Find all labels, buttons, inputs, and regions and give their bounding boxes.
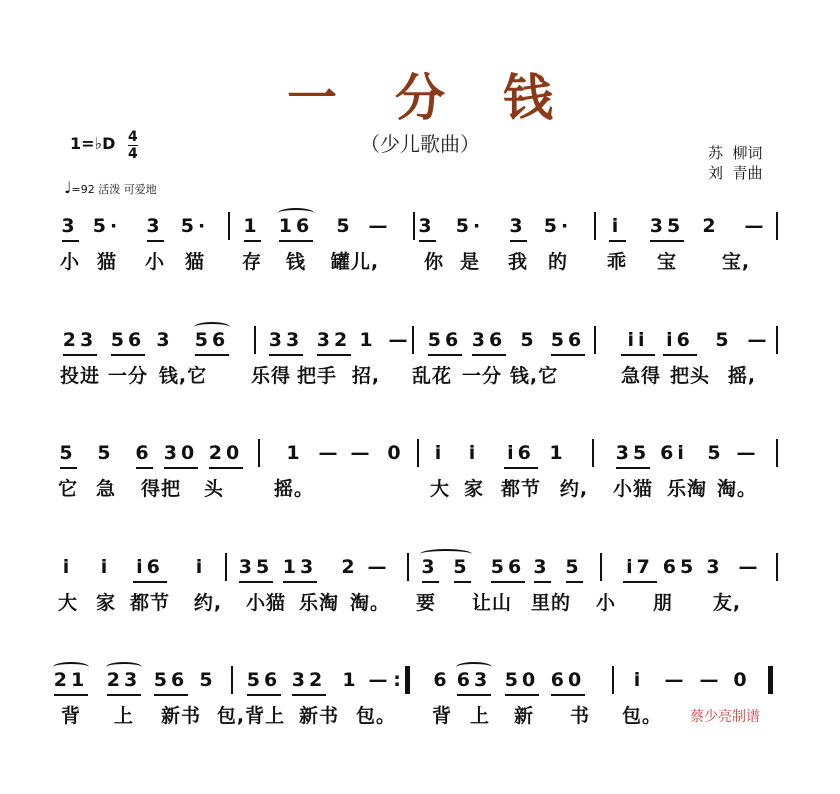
bar-line xyxy=(776,326,778,354)
note-token: — xyxy=(368,215,392,237)
lyric-token: 包,背上 xyxy=(216,705,286,727)
beam-line xyxy=(164,467,198,469)
lyric-token: 我 xyxy=(507,251,529,273)
bar-line xyxy=(417,439,419,467)
note-token: 5 xyxy=(59,442,77,464)
beam-line xyxy=(491,581,525,583)
note-token: 2 xyxy=(702,215,720,237)
bar-line xyxy=(612,666,614,694)
lyric-token: 背 xyxy=(431,705,453,727)
notation-line xyxy=(53,668,788,694)
beam-line xyxy=(504,467,538,469)
note-token: 5 xyxy=(336,215,354,237)
bar-line xyxy=(594,326,596,354)
note-token: 5· xyxy=(455,215,485,237)
lyric-token: 大 xyxy=(429,478,451,500)
lyric-token: 钱,它 xyxy=(509,365,559,387)
note-token: — xyxy=(350,442,374,464)
lyric-token: 乐得 xyxy=(250,365,292,387)
composer-credit: 刘 青曲 xyxy=(708,164,763,182)
note-token: — xyxy=(367,556,391,578)
bar-line xyxy=(594,212,596,240)
lyric-token: 一分 xyxy=(107,365,149,387)
bar-line xyxy=(776,439,778,467)
lyric-token: 宝, xyxy=(721,251,751,273)
note-token: i xyxy=(62,556,74,578)
lyric-token: 背 xyxy=(60,705,82,727)
beam-line xyxy=(422,581,439,583)
lyric-token: 淘。 xyxy=(716,478,758,500)
beam-line xyxy=(239,581,273,583)
beam-line xyxy=(428,354,462,356)
beam-line xyxy=(136,467,153,469)
lyric-token: 上 xyxy=(113,705,135,727)
lyric-token: 投进 xyxy=(59,365,101,387)
note-token: — xyxy=(368,669,392,691)
lyric-token: 新 xyxy=(513,705,535,727)
quarter-note-icon: ♩ xyxy=(64,178,72,197)
note-token: 23 xyxy=(106,669,142,691)
note-token: — xyxy=(738,556,762,578)
lyric-token: 要 xyxy=(415,592,437,614)
lyric-token: 钱,它 xyxy=(158,365,208,387)
note-token: 1 xyxy=(243,215,261,237)
lyric-token: 存 xyxy=(241,251,263,273)
lyric-token: 家 xyxy=(95,592,117,614)
note-token: 33 xyxy=(268,329,304,351)
note-token: 63 xyxy=(456,669,492,691)
note-token: 23 xyxy=(62,329,98,351)
song-subtitle: （少儿歌曲） xyxy=(360,132,480,156)
note-token: 56 xyxy=(110,329,146,351)
note-token: 5 xyxy=(199,669,217,691)
note-token: 5· xyxy=(92,215,122,237)
beam-line xyxy=(244,240,261,242)
lyric-token: 猫 xyxy=(184,251,206,273)
note-token: 6i xyxy=(660,442,688,464)
note-token: 56 xyxy=(246,669,282,691)
note-token: i6 xyxy=(136,556,164,578)
lyric-token: 乖 xyxy=(606,251,628,273)
note-token: 5 xyxy=(520,329,538,351)
score-row xyxy=(56,441,788,500)
note-token: 16 xyxy=(278,215,314,237)
note-token: — xyxy=(664,669,688,691)
note-token: 5· xyxy=(180,215,210,237)
score-row xyxy=(56,555,788,614)
lyric-token: 小猫 xyxy=(245,592,287,614)
lyric-token: 它 xyxy=(57,478,79,500)
bar-line xyxy=(600,553,602,581)
lyric-token: 让山 xyxy=(471,592,513,614)
note-token: 5 xyxy=(707,442,725,464)
beam-line xyxy=(551,354,585,356)
beam-line xyxy=(133,581,167,583)
lyric-token: 新书 xyxy=(160,705,202,727)
note-token: i6 xyxy=(507,442,535,464)
lyric-token: 你 xyxy=(423,251,445,273)
lyric-token: 宝 xyxy=(656,251,678,273)
note-token: 3 xyxy=(61,215,79,237)
bar-line xyxy=(592,439,594,467)
beam-line xyxy=(147,240,164,242)
lyrics-line xyxy=(56,477,788,503)
note-token: 3 xyxy=(421,556,439,578)
tempo-marking xyxy=(64,178,157,197)
lyric-token: 都节 xyxy=(500,478,542,500)
note-token: — xyxy=(747,329,771,351)
lyric-token: 乱花 xyxy=(411,365,453,387)
lyric-token: 书 xyxy=(569,705,591,727)
notation-line xyxy=(56,555,788,581)
beam-line xyxy=(650,240,684,242)
lyric-token: 里的 xyxy=(530,592,572,614)
beam-line xyxy=(419,240,436,242)
beam-line xyxy=(60,467,77,469)
beam-line xyxy=(663,354,697,356)
lyric-token: 罐儿, xyxy=(330,251,380,273)
note-token: 5 xyxy=(97,442,115,464)
note-token: 21 xyxy=(53,669,89,691)
note-token: 6 xyxy=(135,442,153,464)
note-token: 65 xyxy=(662,556,698,578)
beam-line xyxy=(195,354,229,356)
note-token: 0 xyxy=(733,669,751,691)
lyric-token: 约, xyxy=(193,592,223,614)
lyric-token: 包。 xyxy=(355,705,397,727)
bar-line xyxy=(254,326,256,354)
beam-line xyxy=(111,354,145,356)
beam-line xyxy=(283,581,317,583)
note-token: 3 xyxy=(146,215,164,237)
notation-line xyxy=(56,328,788,354)
score-row xyxy=(56,328,788,387)
notation-line xyxy=(56,214,788,240)
time-signature-bottom: 4 xyxy=(128,146,138,162)
lyrics-line xyxy=(56,364,788,390)
lyric-token: 钱 xyxy=(285,251,307,273)
note-token: 1 xyxy=(286,442,304,464)
note-token: 20 xyxy=(208,442,244,464)
beam-line xyxy=(107,694,141,696)
lyric-token: 约, xyxy=(559,478,589,500)
note-token: 1 xyxy=(549,442,567,464)
arranger-mark: 蔡少亮制谱 xyxy=(690,709,760,725)
lyric-token: 小猫 xyxy=(612,478,654,500)
note-token: 36 xyxy=(471,329,507,351)
note-token: i xyxy=(468,442,480,464)
note-token: ii xyxy=(627,329,649,351)
lyrics-line xyxy=(56,704,788,730)
beam-line xyxy=(472,354,506,356)
lyric-token: 朋 xyxy=(652,592,674,614)
note-token: 56 xyxy=(153,669,189,691)
lyric-token: 友, xyxy=(712,592,742,614)
beam-line xyxy=(616,467,650,469)
bar-line xyxy=(225,553,227,581)
song-title: 一分钱 xyxy=(287,69,611,127)
note-token: — xyxy=(744,215,768,237)
note-token: 1 xyxy=(342,669,360,691)
beam-line xyxy=(317,354,351,356)
beam-line xyxy=(247,694,281,696)
beam-line xyxy=(62,240,79,242)
note-token: 32 xyxy=(316,329,352,351)
lyric-token: 头 xyxy=(203,478,225,500)
time-signature-top: 4 xyxy=(128,129,138,145)
note-token: 5 xyxy=(453,556,471,578)
beam-line xyxy=(621,354,655,356)
bar-line xyxy=(776,212,778,240)
lyric-token: 摇。 xyxy=(273,478,315,500)
beam-line xyxy=(623,581,657,583)
lyric-token: 小 xyxy=(595,592,617,614)
beam-line xyxy=(551,694,585,696)
note-token: 3 xyxy=(533,556,551,578)
lyric-token: 小 xyxy=(144,251,166,273)
lyric-token: 都节 xyxy=(129,592,171,614)
lyric-token: 乐淘 xyxy=(298,592,340,614)
lyric-token: 新书 xyxy=(298,705,340,727)
note-token: 32 xyxy=(291,669,327,691)
note-token: 2 xyxy=(341,556,359,578)
lyrics-line xyxy=(56,591,788,617)
end-bar-line xyxy=(768,666,773,694)
bar-line xyxy=(231,666,233,694)
lyric-token: 急得 xyxy=(620,365,662,387)
note-token: 13 xyxy=(282,556,318,578)
beam-line xyxy=(269,354,303,356)
note-token: 56 xyxy=(490,556,526,578)
lyric-token: 大 xyxy=(57,592,79,614)
note-token: — xyxy=(318,442,342,464)
beam-line xyxy=(566,581,583,583)
bar-line xyxy=(776,553,778,581)
beam-line xyxy=(457,694,491,696)
lyric-token: 乐淘 xyxy=(666,478,708,500)
lyric-token: 得把 xyxy=(140,478,182,500)
time-signature xyxy=(128,129,138,162)
note-token: 50 xyxy=(504,669,540,691)
note-token: 1 xyxy=(359,329,377,351)
score-row xyxy=(56,214,788,273)
note-token: 56 xyxy=(194,329,230,351)
key-signature: 1=♭D xyxy=(70,134,116,153)
note-token: i xyxy=(100,556,112,578)
beam-line xyxy=(63,354,97,356)
beam-line xyxy=(292,694,326,696)
lyricist-credit: 苏 柳词 xyxy=(708,144,763,162)
beam-line xyxy=(54,694,88,696)
slur-mark xyxy=(194,322,230,332)
note-token: 5 xyxy=(715,329,733,351)
note-token: 60 xyxy=(550,669,586,691)
note-token: 35 xyxy=(615,442,651,464)
note-token: 30 xyxy=(163,442,199,464)
beam-line xyxy=(534,581,551,583)
note-token: 35 xyxy=(649,215,685,237)
slur-mark xyxy=(456,662,492,672)
lyric-token: 是 xyxy=(459,251,481,273)
note-token: 56 xyxy=(427,329,463,351)
note-token: i6 xyxy=(666,329,694,351)
note-token: 3 xyxy=(418,215,436,237)
lyric-token: 上 xyxy=(469,705,491,727)
notation-line xyxy=(56,441,788,467)
note-token: i xyxy=(611,215,623,237)
note-token: 6 xyxy=(433,669,451,691)
tempo-text: =92 活泼 可爱地 xyxy=(71,183,157,196)
bar-line xyxy=(258,439,260,467)
note-token: 5 xyxy=(565,556,583,578)
beam-line xyxy=(609,240,626,242)
note-token: 3 xyxy=(509,215,527,237)
beam-line xyxy=(510,240,527,242)
slur-mark xyxy=(278,208,314,218)
credits xyxy=(708,143,763,183)
beam-line xyxy=(154,694,188,696)
note-token: 0 xyxy=(387,442,405,464)
bar-line xyxy=(228,212,230,240)
note-token: 56 xyxy=(550,329,586,351)
end-bar-line xyxy=(405,666,410,694)
beam-line xyxy=(209,467,243,469)
slur-mark xyxy=(420,549,472,559)
slur-mark xyxy=(106,662,142,672)
bar-line xyxy=(413,212,415,240)
note-token: i xyxy=(195,556,207,578)
note-token: 3 xyxy=(156,329,174,351)
repeat-dots: : xyxy=(393,669,405,691)
bar-line xyxy=(412,326,414,354)
note-token: i7 xyxy=(626,556,654,578)
lyric-token: 把手 xyxy=(296,365,338,387)
lyric-token: 小 xyxy=(59,251,81,273)
note-token: 3 xyxy=(706,556,724,578)
note-token: i xyxy=(633,669,645,691)
lyrics-line xyxy=(56,250,788,276)
beam-line xyxy=(454,581,471,583)
slur-mark xyxy=(53,662,89,672)
note-token: 5· xyxy=(543,215,573,237)
note-token: 35 xyxy=(238,556,274,578)
lyric-token: 猫 xyxy=(96,251,118,273)
note-token: i xyxy=(434,442,446,464)
bar-line xyxy=(407,553,409,581)
note-token: — xyxy=(388,329,412,351)
lyric-token: 一分 xyxy=(461,365,503,387)
lyric-token: 淘。 xyxy=(349,592,391,614)
lyric-token: 包。 xyxy=(621,705,663,727)
lyric-token: 把头 xyxy=(669,365,711,387)
lyric-token: 的 xyxy=(547,251,569,273)
lyric-token: 摇, xyxy=(727,365,757,387)
beam-line xyxy=(279,240,313,242)
note-token: — xyxy=(736,442,760,464)
note-token: — xyxy=(699,669,723,691)
lyric-token: 急 xyxy=(95,478,117,500)
lyric-token: 招, xyxy=(351,365,381,387)
beam-line xyxy=(505,694,539,696)
lyric-token: 家 xyxy=(463,478,485,500)
